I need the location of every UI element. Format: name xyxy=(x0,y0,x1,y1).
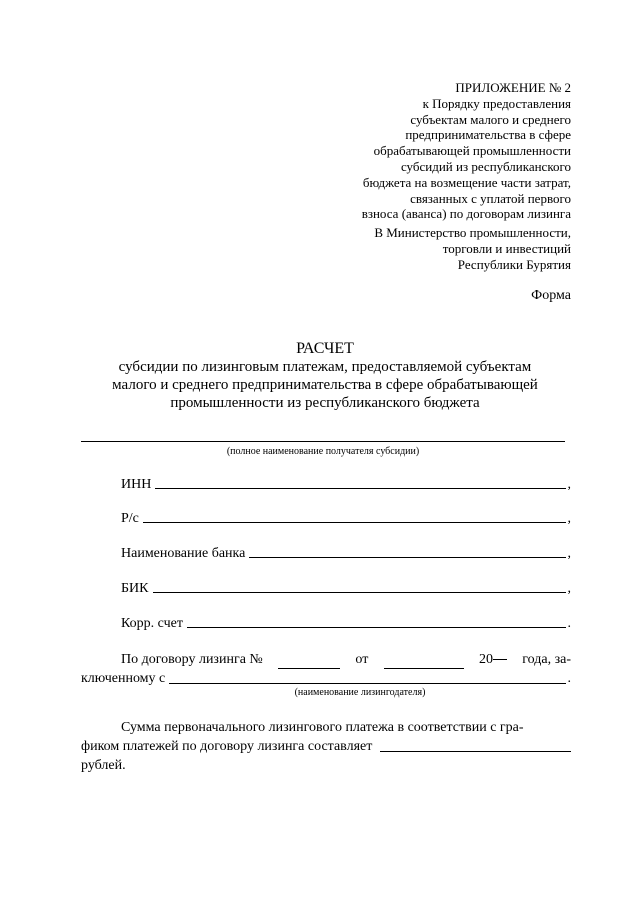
ministry-address xyxy=(374,225,571,272)
appendix-line: субсидий из республиканского xyxy=(400,158,571,174)
lessor-caption: (наименование лизингодателя) xyxy=(294,687,426,698)
contract-date-field[interactable] xyxy=(384,668,464,669)
contract-line-1 xyxy=(81,650,571,669)
bank-row xyxy=(121,546,571,562)
bank-field[interactable] xyxy=(249,557,565,558)
contract-text-4: года, за- xyxy=(522,652,571,667)
appendix-line: ПРИЛОЖЕНИЕ № 2 xyxy=(455,80,571,95)
contract-line-2 xyxy=(81,669,571,688)
appendix-line: обрабатывающей промышленности xyxy=(373,143,571,159)
sum-line-2 xyxy=(81,737,571,756)
title-main: РАСЧЕТ xyxy=(296,340,354,357)
sum-amount-field[interactable] xyxy=(380,751,571,752)
appendix-line: субъектам малого и среднего xyxy=(410,111,571,127)
corr-row xyxy=(121,616,571,632)
document-title xyxy=(80,340,570,412)
contract-text-5: ключенному с xyxy=(81,671,166,686)
recipient-caption: (полное наименование получателя субсидии) xyxy=(226,446,420,457)
inn-row xyxy=(121,477,571,493)
bik-label: БИК xyxy=(121,581,149,596)
bik-comma: , xyxy=(567,581,571,596)
title-line: промышленности из республиканского бюджета xyxy=(170,395,480,411)
account-label: Р/с xyxy=(121,511,139,526)
lessor-field[interactable] xyxy=(169,683,565,684)
ministry-line: торговли и инвестиций xyxy=(442,240,571,256)
contract-text-3: 20 xyxy=(478,652,493,667)
corr-period: . xyxy=(567,616,571,631)
account-row xyxy=(121,511,571,527)
sum-line-1: Сумма первоначального лизингового платежа в соответствии с гра- xyxy=(121,720,524,735)
recipient-name-field[interactable] xyxy=(81,441,565,442)
ministry-line: В Министерство промышленности, xyxy=(374,225,571,240)
contract-paragraph xyxy=(81,650,571,688)
appendix-line: предпринимательства в сфере xyxy=(405,127,571,143)
corr-label: Корр. счет xyxy=(121,616,183,631)
contract-year-group xyxy=(479,650,507,669)
inn-field[interactable] xyxy=(155,488,565,489)
bank-comma: , xyxy=(567,546,571,561)
appendix-line: связанных с уплатой первого xyxy=(410,190,571,206)
bik-field[interactable] xyxy=(153,592,566,593)
corr-field[interactable] xyxy=(187,627,566,628)
sum-paragraph xyxy=(81,718,571,775)
sum-text-2: фиком платежей по договору лизинга составляет xyxy=(81,739,373,754)
bank-label: Наименование банка xyxy=(121,546,246,561)
appendix-line: к Порядку предоставления xyxy=(422,95,571,111)
contract-text-2: от xyxy=(355,652,369,667)
inn-comma: , xyxy=(567,477,571,492)
form-label: Форма xyxy=(531,288,571,303)
account-comma: , xyxy=(567,511,571,526)
contract-year-field[interactable] xyxy=(493,659,507,660)
title-line: субсидии по лизинговым платежам, предоставляемой субъектам xyxy=(118,359,532,375)
contract-text-1: По договору лизинга № xyxy=(121,652,263,667)
inn-label: ИНН xyxy=(121,477,152,492)
appendix-header xyxy=(331,80,571,222)
appendix-line: взноса (аванса) по договорам лизинга xyxy=(361,206,571,222)
appendix-line: бюджета на возмещение части затрат, xyxy=(362,174,571,190)
account-field[interactable] xyxy=(143,522,566,523)
contract-text-6: . xyxy=(567,671,571,686)
bik-row xyxy=(121,581,571,597)
contract-number-field[interactable] xyxy=(278,668,340,669)
ministry-line: Республики Бурятия xyxy=(457,256,571,272)
title-line: малого и среднего предпринимательства в сфере обрабатывающей xyxy=(112,377,538,393)
sum-line-3: рублей. xyxy=(81,758,126,773)
